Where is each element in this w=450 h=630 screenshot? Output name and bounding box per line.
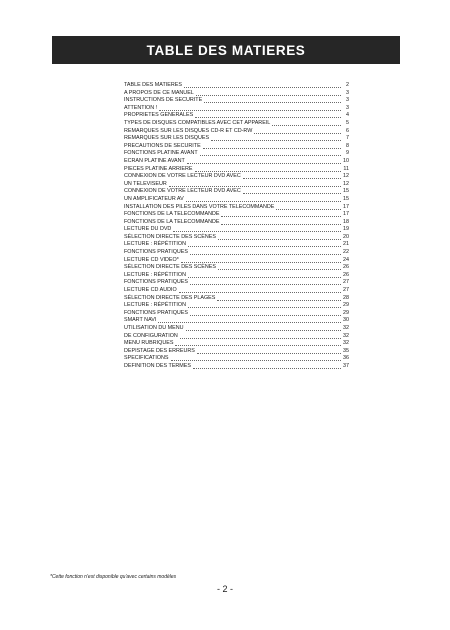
toc-entry-page: 20 <box>343 233 349 240</box>
toc-entry-page: 7 <box>346 135 349 142</box>
toc-dot-leader <box>196 90 341 98</box>
toc-entry-page: 18 <box>343 218 349 225</box>
toc-dot-leader <box>188 302 341 310</box>
toc-entry-title: ECRAN PLATINE AVANT <box>124 157 185 164</box>
toc-entry[interactable] <box>124 128 349 136</box>
toc-entry[interactable] <box>124 90 349 98</box>
toc-entry-title: DEPISTAGE DES ERREURS <box>124 347 195 354</box>
toc-entry[interactable] <box>124 97 349 105</box>
toc-entry[interactable] <box>124 363 349 371</box>
toc-dot-leader <box>200 150 341 158</box>
toc-entry-title: MENU RUBRIQUES <box>124 340 174 347</box>
toc-entry[interactable] <box>124 105 349 113</box>
page-title: TABLE DES MATIERES <box>146 42 306 58</box>
toc-entry-page: 29 <box>343 302 349 309</box>
toc-entry-page: 4 <box>346 112 349 119</box>
toc-entry-title: INSTALLATION DES PILES DANS VOTRE TELECOMMANDE <box>124 203 275 210</box>
toc-dot-leader <box>188 241 341 249</box>
toc-entry-page: 35 <box>343 347 349 354</box>
toc-entry-page: 10 <box>343 157 349 164</box>
toc-entry-title: LECTURE : RÉPÉTITION <box>124 271 187 278</box>
toc-entry-title: CONNEXION DE VOTRE LECTEUR DVD AVEC <box>124 173 241 180</box>
toc-entry-page: 12 <box>343 180 349 187</box>
toc-dot-leader <box>186 196 341 204</box>
toc-dot-leader <box>169 181 341 189</box>
toc-entry-page: 11 <box>343 165 349 172</box>
page-number: - 2 - <box>216 584 233 594</box>
toc-dot-leader <box>175 340 341 348</box>
toc-entry-title: REMARQUES SUR LES DISQUES CD-R ET CD-RW <box>124 127 253 134</box>
toc-dot-leader <box>243 173 341 181</box>
toc-entry-title: LECTURE CD AUDIO <box>124 287 177 294</box>
toc-entry-page: 17 <box>343 203 349 210</box>
toc-entry-page: 19 <box>343 226 349 233</box>
toc-entry[interactable] <box>124 173 349 181</box>
toc-entry[interactable] <box>124 340 349 348</box>
toc-entry-title: SÉLECTION DIRECTE DES PLAGES <box>124 294 216 301</box>
toc-entry-title: SMART NAVI <box>124 317 157 324</box>
toc-dot-leader <box>197 348 341 356</box>
toc-entry-title: CONNEXION DE VOTRE LECTEUR DVD AVEC <box>124 188 241 195</box>
toc-entry[interactable] <box>124 219 349 227</box>
toc-entry-page: 5 <box>346 119 349 126</box>
toc-entry[interactable] <box>124 82 349 90</box>
toc-dot-leader <box>254 128 341 136</box>
toc-entry-page: 28 <box>343 294 349 301</box>
toc-dot-leader <box>187 158 341 166</box>
toc-dot-leader <box>195 166 341 174</box>
toc-dot-leader <box>272 120 341 128</box>
toc-entry-page: 3 <box>346 97 349 104</box>
toc-dot-leader <box>221 211 341 219</box>
toc-dot-leader <box>204 97 341 105</box>
toc-entry-title: LECTURE : RÉPÉTITION <box>124 302 187 309</box>
footnote: *Cette fonction n'est disponible qu'avec certains modèles <box>50 574 177 580</box>
toc-entry-page: 27 <box>343 287 349 294</box>
toc-dot-leader <box>276 204 341 212</box>
toc-entry-title: INSTRUCTIONS DE SECURITE <box>124 97 203 104</box>
toc-entry-page: 15 <box>343 188 349 195</box>
toc-entry[interactable] <box>124 310 349 318</box>
toc-entry-page: 32 <box>343 325 349 331</box>
toc-entry-title: FONCTIONS DE LA TELECOMMANDE <box>124 218 220 225</box>
toc-entry[interactable] <box>124 158 349 166</box>
toc-entry-page: 26 <box>343 271 349 278</box>
toc-entry[interactable] <box>124 204 349 212</box>
toc-dot-leader <box>203 143 341 151</box>
toc-entry-title: TYPES DE DISQUES COMPATIBLES AVEC CET APPAREIL <box>124 119 271 126</box>
toc-entry-title: ATTENTION ! <box>124 104 158 111</box>
toc-entry-title: FONCTIONS PLATINE AVANT <box>124 150 198 157</box>
toc-dot-leader <box>190 279 341 287</box>
toc-dot-leader <box>179 287 341 295</box>
toc-entry-title: SPECIFICATIONS <box>124 355 169 362</box>
toc-entry[interactable] <box>124 143 349 151</box>
toc-dot-leader <box>221 219 341 227</box>
toc-entry[interactable] <box>124 264 349 272</box>
toc-entry-title: PRECAUTIONS DE SECURITE <box>124 142 201 149</box>
toc-dot-leader <box>190 249 341 257</box>
toc-entry-title: TABLE DES MATIERES <box>124 82 182 88</box>
toc-entry[interactable] <box>124 241 349 249</box>
toc-dot-leader <box>186 325 342 333</box>
toc-entry-page: 8 <box>346 142 349 149</box>
toc-dot-leader <box>218 264 341 272</box>
toc-entry-title: DEFINITION DES TERMES <box>124 362 191 369</box>
toc-entry-title: LECTURE : RÉPÉTITION <box>124 241 187 248</box>
toc-entry-title: FONCTIONS DE LA TELECOMMANDE <box>124 211 220 218</box>
toc-entry-title: LECTURE DU DVD <box>124 226 172 233</box>
table-of-contents <box>124 82 349 371</box>
toc-entry-page: 29 <box>343 309 349 316</box>
toc-entry-title: SÉLECTION DIRECTE DES SCÈNES <box>124 264 216 271</box>
toc-entry-title: DE CONFIGURATION <box>124 332 178 339</box>
toc-entry-page: 30 <box>343 317 349 324</box>
toc-entry-page: 12 <box>343 173 349 180</box>
toc-entry-title: UN AMPLIFICATEUR AV <box>124 195 184 202</box>
toc-entry[interactable] <box>124 287 349 295</box>
toc-dot-leader <box>173 226 341 234</box>
toc-dot-leader <box>188 272 341 280</box>
toc-entry[interactable] <box>124 249 349 257</box>
toc-entry-page: 3 <box>346 104 349 111</box>
toc-entry[interactable] <box>124 196 349 204</box>
toc-entry-page: 17 <box>343 211 349 218</box>
toc-entry-title: FONCTIONS PRATIQUES <box>124 249 188 256</box>
toc-entry-page: 24 <box>343 256 349 263</box>
toc-entry-page: 37 <box>343 362 349 369</box>
toc-entry[interactable] <box>124 150 349 158</box>
toc-entry[interactable] <box>124 135 349 143</box>
toc-entry-page: 2 <box>346 82 349 88</box>
toc-entry[interactable] <box>124 188 349 196</box>
toc-dot-leader <box>211 135 341 143</box>
toc-entry-page: 15 <box>343 195 349 202</box>
toc-entry[interactable] <box>124 226 349 234</box>
toc-entry[interactable] <box>124 211 349 219</box>
toc-entry-title: LECTURE CD VIDEO* <box>124 256 179 263</box>
toc-entry-page: 26 <box>343 264 349 271</box>
toc-entry-page: 21 <box>343 241 349 248</box>
toc-dot-leader <box>243 188 341 196</box>
toc-entry-title: UTILISATION DU MENU <box>124 325 184 331</box>
toc-entry-page: 3 <box>346 89 349 96</box>
toc-dot-leader <box>190 310 341 318</box>
toc-entry[interactable] <box>124 279 349 287</box>
toc-entry[interactable] <box>124 317 349 325</box>
toc-entry-page: 27 <box>343 279 349 286</box>
toc-dot-leader <box>159 105 341 113</box>
toc-dot-leader <box>184 82 341 90</box>
toc-entry-title: UN TELEVISEUR <box>124 180 167 187</box>
toc-entry[interactable] <box>124 355 349 363</box>
toc-entry[interactable] <box>124 325 349 333</box>
toc-entry-title: SÉLECTION DIRECTE DES SCÈNES <box>124 233 216 240</box>
toc-entry-page: 6 <box>346 127 349 134</box>
toc-dot-leader <box>171 355 341 363</box>
toc-dot-leader <box>181 257 341 265</box>
page-title-banner <box>52 36 400 64</box>
toc-dot-leader <box>218 234 341 242</box>
toc-entry-page: 22 <box>343 249 349 256</box>
toc-dot-leader <box>193 363 341 371</box>
toc-entry-page: 32 <box>343 340 349 347</box>
toc-dot-leader <box>217 295 341 303</box>
toc-entry[interactable] <box>124 181 349 189</box>
toc-entry-title: A PROPOS DE CE MANUEL <box>124 89 194 96</box>
toc-entry-title: FONCTIONS PRATIQUES <box>124 309 188 316</box>
toc-entry[interactable] <box>124 120 349 128</box>
toc-entry[interactable] <box>124 272 349 280</box>
toc-entry-title: PIECES PLATINE ARRIERE <box>124 165 193 172</box>
toc-entry-page: 9 <box>346 150 349 157</box>
toc-entry[interactable] <box>124 333 349 341</box>
toc-entry-title: FONCTIONS PRATIQUES <box>124 279 188 286</box>
toc-dot-leader <box>180 333 341 341</box>
toc-entry[interactable] <box>124 166 349 174</box>
toc-entry-title: REMARQUES SUR LES DISQUES <box>124 135 210 142</box>
toc-entry-page: 32 <box>343 332 349 339</box>
toc-entry-page: 36 <box>343 355 349 362</box>
toc-dot-leader <box>158 317 341 325</box>
toc-entry[interactable] <box>124 302 349 310</box>
toc-dot-leader <box>195 112 341 120</box>
toc-entry[interactable] <box>124 112 349 120</box>
toc-entry-title: PROPRIETES GENERALES <box>124 112 194 119</box>
toc-entry[interactable] <box>124 348 349 356</box>
